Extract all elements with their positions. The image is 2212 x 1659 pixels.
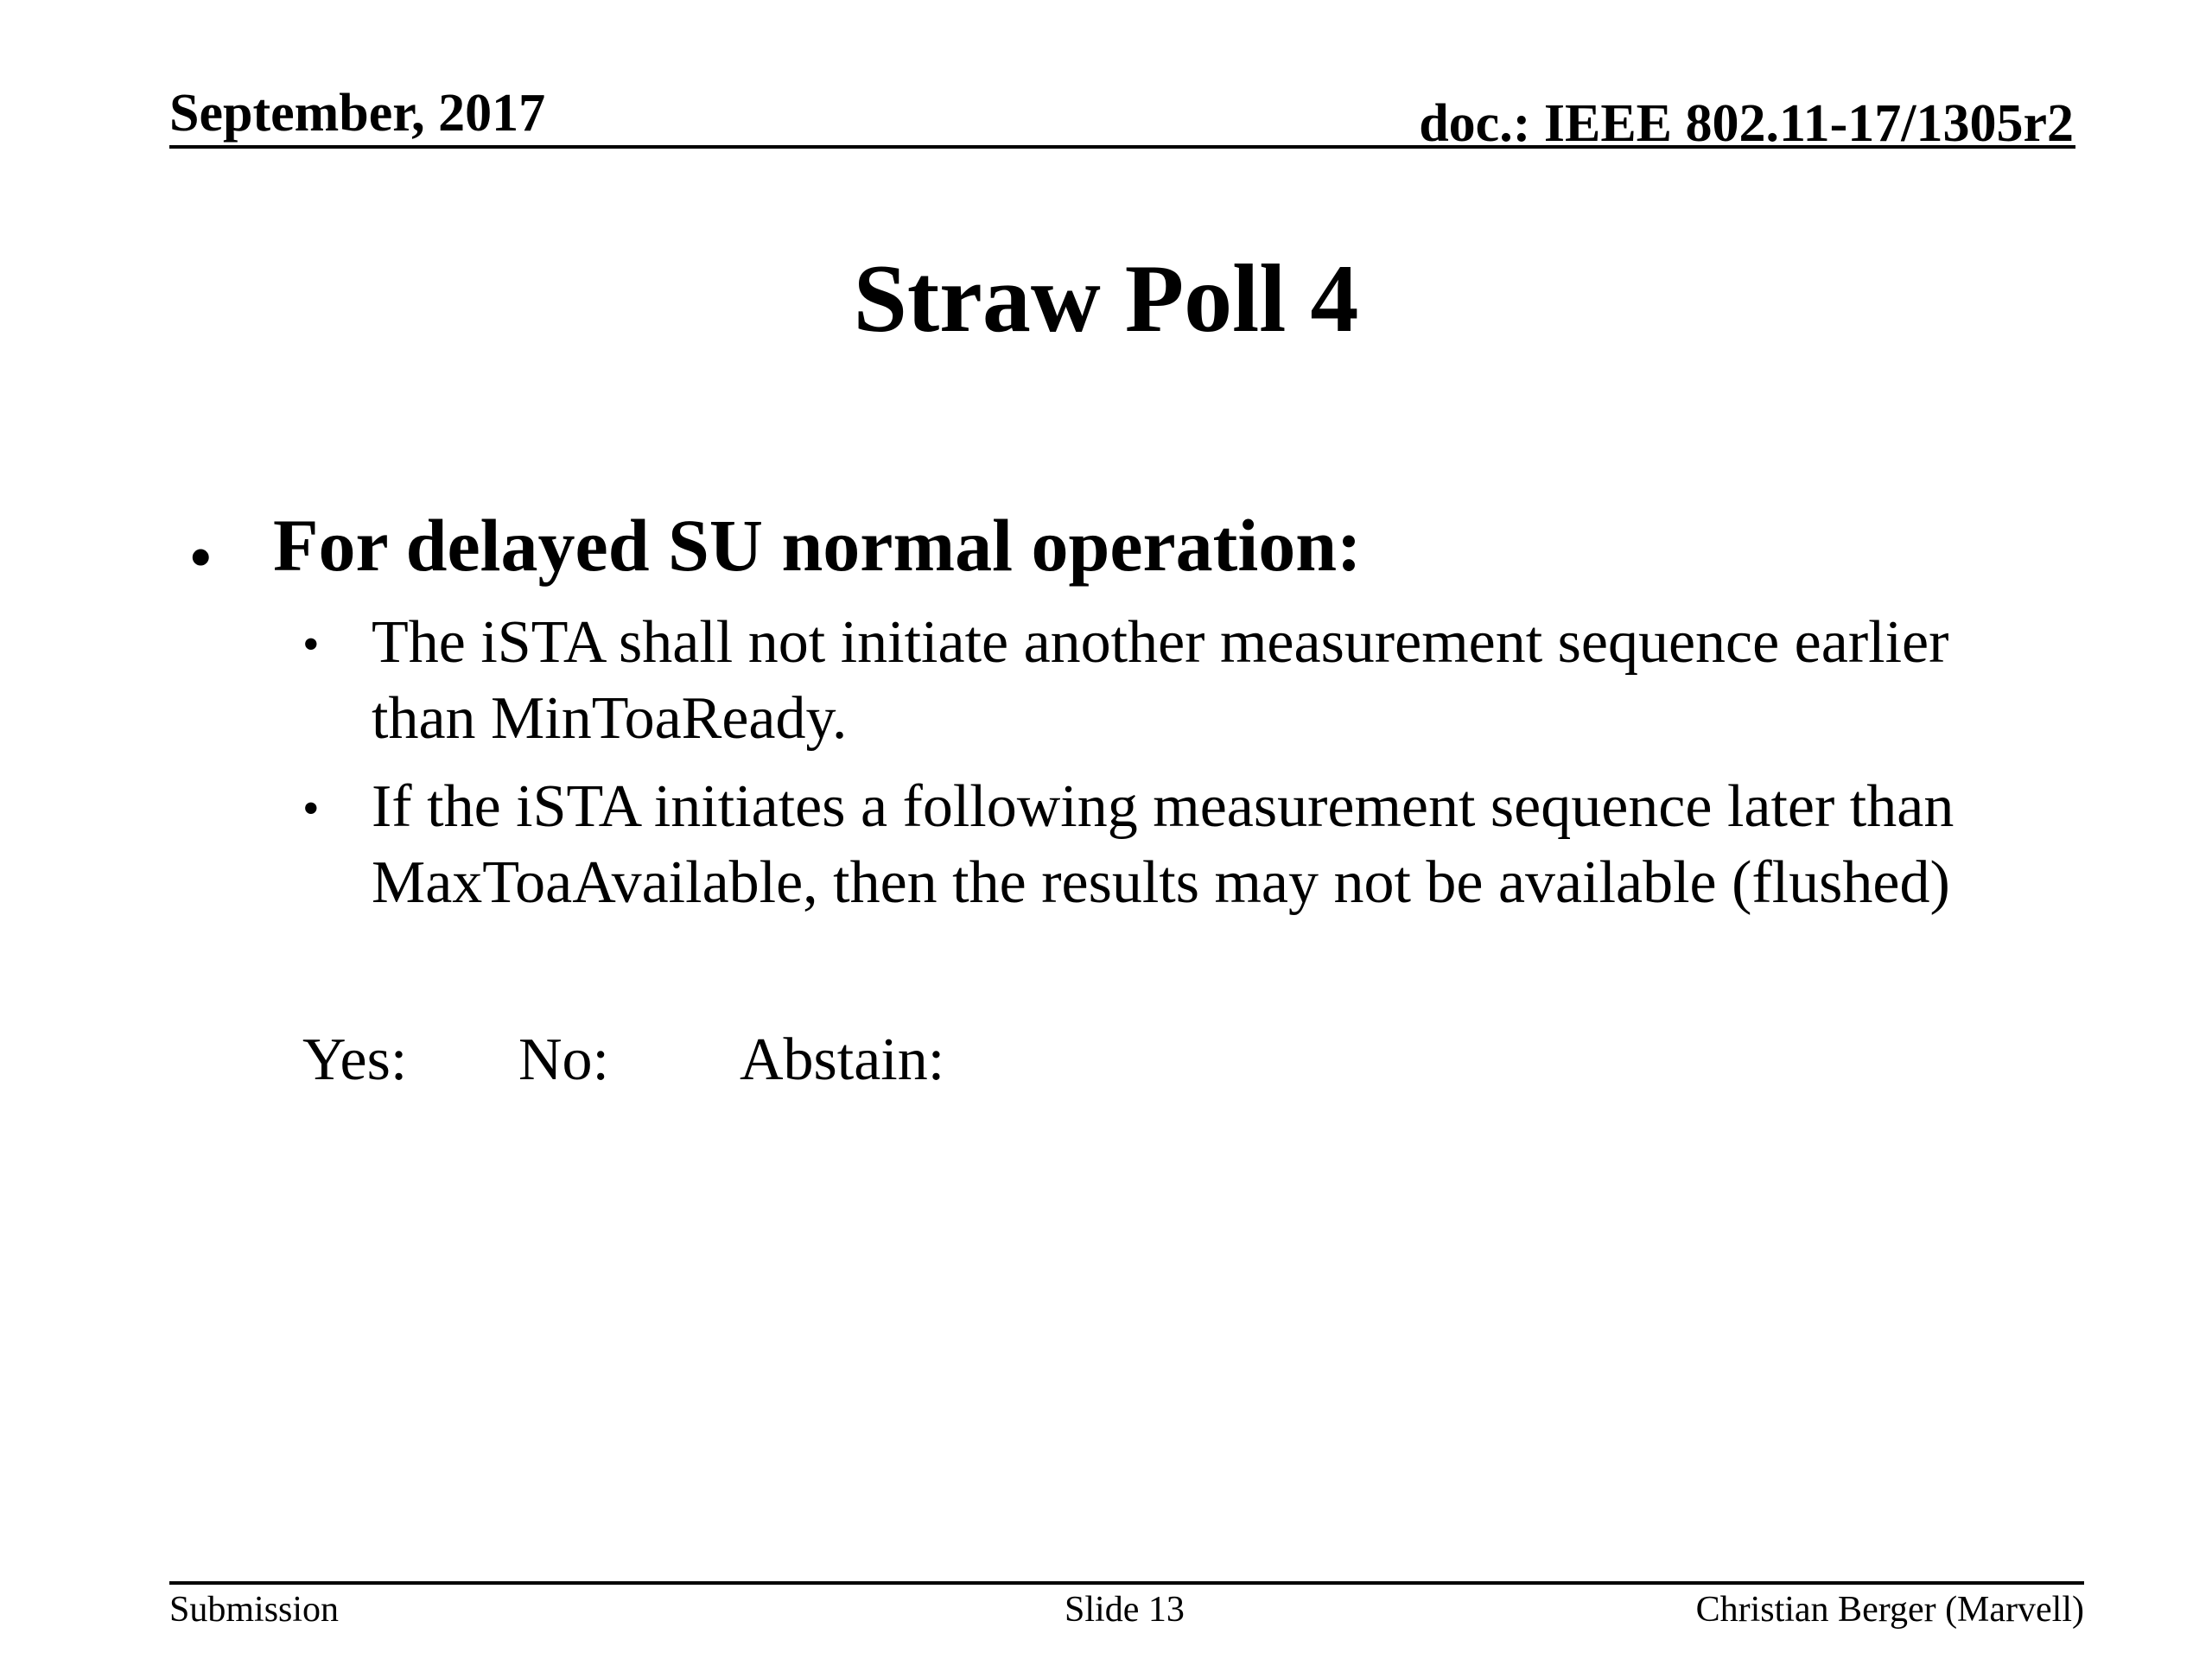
header-doc-id: doc.: IEEE 802.11-17/1305r2 [1419, 94, 2074, 153]
sub-bullet-icon: • [302, 782, 320, 836]
poll-abstain-label: Abstain: [740, 1027, 945, 1093]
main-bullet-icon: • [190, 524, 212, 591]
sub-bullet-text-2: If the iSTA initiates a following measurement sequence later than MaxToaAvailable, then the results may not be available (flushed) [372, 773, 1955, 916]
main-bullet-text: For delayed SU normal operation: [273, 504, 1362, 587]
footer-author: Christian Berger (Marvell) [1695, 1590, 2084, 1630]
footer-divider [169, 1581, 2084, 1585]
header-divider [169, 145, 2075, 149]
footer-submission: Submission [169, 1590, 340, 1630]
poll-yes-label: Yes: [302, 1027, 408, 1093]
footer-slide-number: Slide 13 [1065, 1590, 1185, 1630]
slide-title: Straw Poll 4 [853, 245, 1359, 353]
header-date: September, 2017 [169, 84, 546, 143]
poll-no-label: No: [518, 1027, 609, 1093]
sub-bullet-icon: • [302, 618, 320, 671]
sub-bullet-text-1: The iSTA shall not initiate another measurement sequence earlier than MinToaReady. [372, 609, 1949, 752]
